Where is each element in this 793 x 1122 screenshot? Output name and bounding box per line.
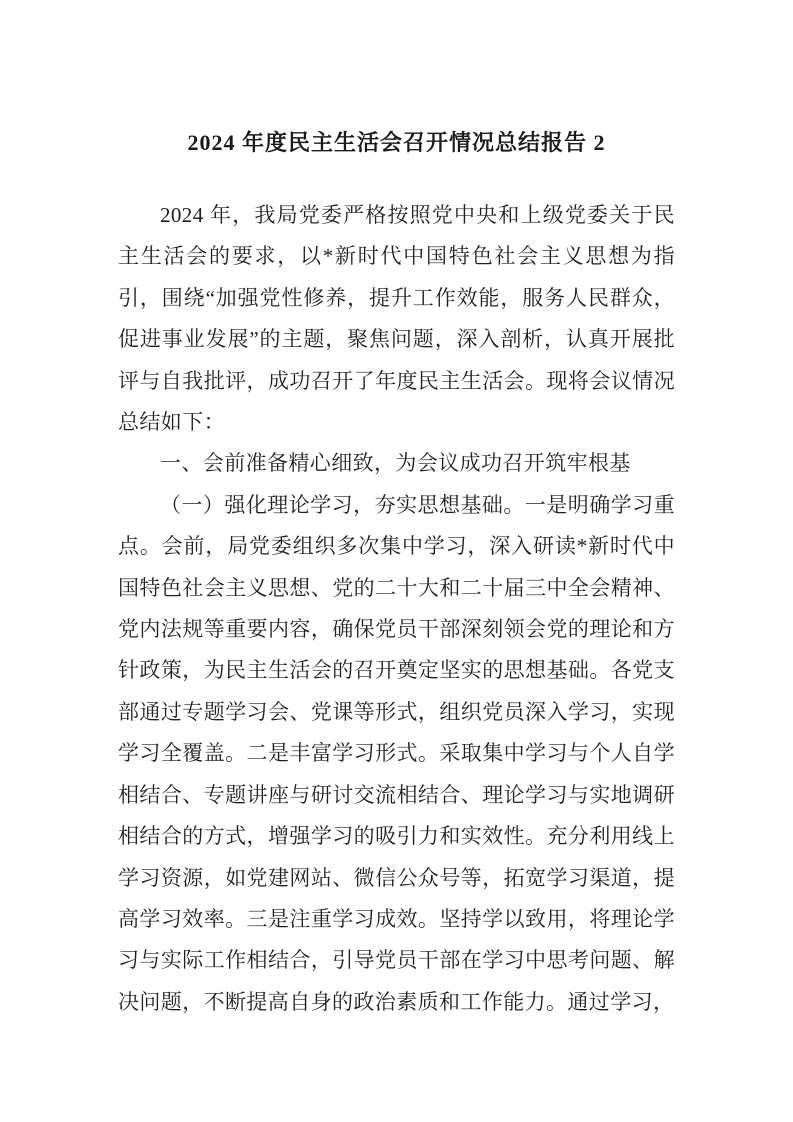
paragraph-section-1-1: （一）强化理论学习，夯实思想基础。一是明确学习重点。会前，局党委组织多次集中学习，深入研读*新时代中国特色社会主义思想、党的二十大和二十届三中全会精神、党内法规等重要内容，确保党员干部深刻领会党的理论和方针政策，为民主生活会的召开奠定坚实的思想基础。各党支部通过专题学习会、党课等形式，组织党员深入学习，实现学习全覆盖。二是丰富学习形式。采取集中学习与个人自学相结合、专题讲座与研讨交流相结合、理论学习与实地调研相结合的方式，增强学习的吸引力和实效性。充分利用线上学习资源，如党建网站、微信公众号等，拓宽学习渠道，提高学习效率。三是注重学习成效。坚持学以致用，将理论学习与实际工作相结合，引导党员干部在学习中思考问题、解决问题，不断提高自身的政治素质和工作能力。通过学习， — [118, 492, 675, 1014]
document-title: 2024 年度民主生活会召开情况总结报告 2 — [187, 130, 606, 155]
section-heading-1: 一、会前准备精心细致，为会议成功召开筑牢根基 — [160, 451, 631, 476]
paragraph-intro: 2024 年，我局党委严格按照党中央和上级党委关于民主生活会的要求，以*新时代中国特色社会主义思想为指引，围绕“加强党性修养，提升工作效能，服务人民群众，促进事业发展”的主题，聚焦问题，深入剖析，认真开展批评与自我批评，成功召开了年度民主生活会。现将会议情况总结如下： — [118, 203, 675, 435]
document-body — [118, 195, 675, 1023]
